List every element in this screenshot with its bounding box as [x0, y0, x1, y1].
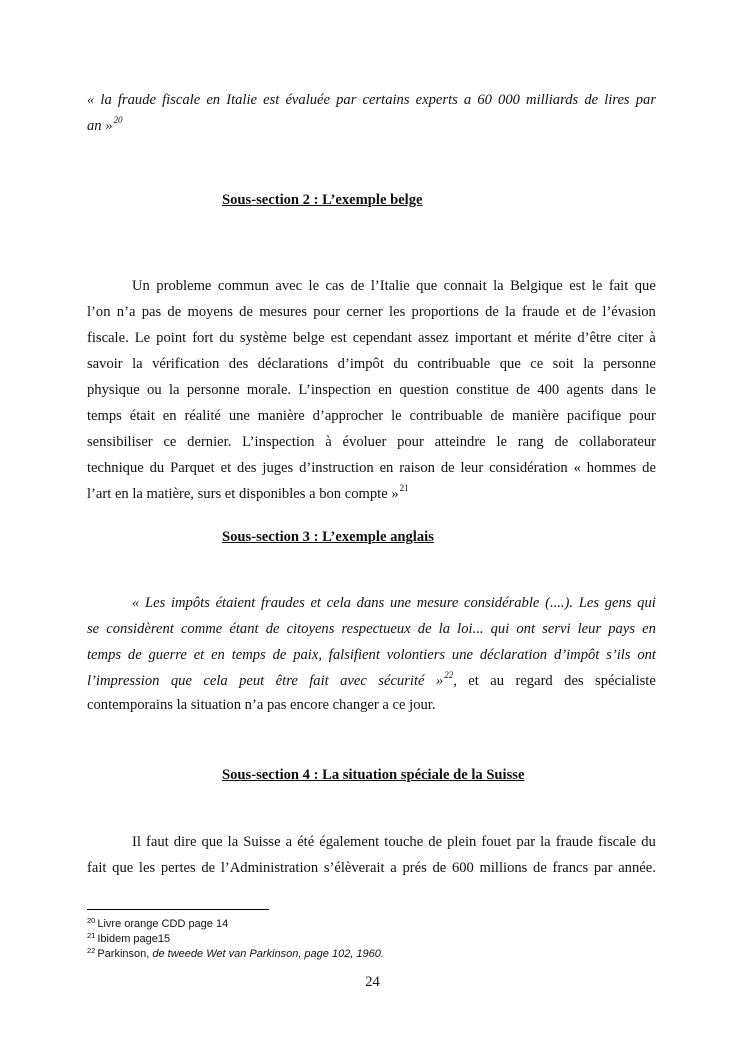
word: probleme [156, 278, 212, 294]
word: leur [577, 621, 602, 637]
word: constitue [456, 382, 509, 398]
word: respectueux [341, 621, 411, 637]
word: ou [147, 382, 162, 398]
word: des [228, 356, 249, 372]
footnote-22 [87, 948, 384, 961]
word: en [162, 408, 177, 424]
word: et [517, 330, 529, 346]
word: paix, [293, 647, 322, 663]
word: la [583, 356, 594, 372]
word: le [645, 382, 656, 398]
word: mesure [416, 595, 459, 611]
intro-quote-text: an » [87, 118, 113, 134]
page-number: 24 [365, 974, 380, 990]
word: ce [163, 434, 177, 450]
word: ce [530, 356, 544, 372]
word: les [138, 860, 156, 876]
word: qui [490, 621, 510, 637]
word: belge [292, 330, 325, 346]
word: pacifique [566, 408, 622, 424]
word: et [468, 673, 479, 689]
word: par [336, 92, 357, 108]
word: Le [134, 330, 151, 346]
word: de [554, 434, 569, 450]
word: des [564, 673, 584, 689]
word: et [193, 647, 205, 663]
word: une [451, 647, 473, 663]
word: gens [604, 595, 632, 611]
word: Il [132, 834, 141, 850]
word: (....). [545, 595, 574, 611]
footnote-22-number: 22 [87, 946, 96, 955]
word: être [275, 673, 298, 689]
word: rang [517, 434, 544, 450]
section-2-line-4 [87, 355, 656, 373]
word: 000 [498, 92, 520, 108]
word: francs [552, 860, 589, 876]
word: que [112, 860, 134, 876]
section-3-line-2 [87, 620, 656, 638]
word: fiscale [162, 92, 201, 108]
word: déclarations [257, 356, 329, 372]
word: et [220, 460, 232, 476]
word: en [642, 621, 656, 637]
word: la [100, 92, 112, 108]
word: prés [402, 860, 427, 876]
word: s’élèverait [323, 860, 385, 876]
footnote-21-number: 21 [87, 931, 96, 940]
word: de [265, 621, 280, 637]
footnote-20 [87, 918, 228, 931]
word: s’ils [606, 647, 631, 663]
word: d’être [577, 330, 612, 346]
word: fait [309, 673, 329, 689]
word: étant [229, 621, 259, 637]
footnote-21-text: Ibidem page15 [97, 933, 171, 945]
word: assez [417, 330, 449, 346]
word: fait [87, 860, 107, 876]
word: d’impôt [553, 647, 600, 663]
word: évaluée [285, 92, 331, 108]
section-2-line-9 [87, 485, 656, 504]
word: était [129, 408, 155, 424]
word: 600 [451, 860, 474, 876]
word: de [642, 460, 656, 476]
word: en [206, 92, 221, 108]
word: peut [239, 673, 265, 689]
word: commun [217, 278, 269, 294]
word: vérification [152, 356, 220, 372]
section-3-line-3 [87, 646, 656, 664]
word: guerre [148, 647, 187, 663]
word: également [319, 834, 380, 850]
word: du [641, 834, 656, 850]
word: pays [608, 621, 636, 637]
word: fait [608, 278, 629, 294]
word: Parquet [170, 460, 215, 476]
word: la [227, 834, 239, 850]
section-3-last-text: contemporains la situation n’a pas encore changer a ce jour. [87, 697, 436, 713]
section-3-line-1 [87, 594, 656, 612]
word: lires [604, 92, 630, 108]
word: spécialiste [595, 673, 656, 689]
word: L’inspection [298, 382, 371, 398]
word: la [505, 304, 516, 320]
word: pour [629, 408, 656, 424]
word: de [533, 860, 547, 876]
word: fiscale. [87, 330, 129, 346]
word: personne [603, 356, 656, 372]
word: collaborateur [579, 434, 656, 450]
word: en [211, 647, 225, 663]
word: le [591, 278, 603, 294]
word: et [565, 304, 577, 320]
word: de [516, 382, 530, 398]
word: n’a [116, 304, 136, 320]
word: hommes [586, 460, 637, 476]
word: sécurité [378, 673, 425, 689]
word: fraude [117, 92, 156, 108]
word: falsifient [328, 647, 380, 663]
word: raison [399, 460, 435, 476]
section-2-line-7 [87, 433, 656, 451]
word: au [490, 673, 505, 689]
word: 400 [537, 382, 560, 398]
section-3-heading: Sous-section 3 : L’exemple anglais [222, 529, 434, 545]
word: regard [515, 673, 553, 689]
word: mesures [259, 304, 308, 320]
word: d’instruction [299, 460, 374, 476]
word: à [649, 330, 656, 346]
word: physique [87, 382, 140, 398]
word: leur [460, 460, 484, 476]
word: par [593, 860, 613, 876]
word: fraude [555, 834, 594, 850]
word: mérite [534, 330, 572, 346]
word: cela [326, 595, 351, 611]
word: milliards [526, 92, 579, 108]
section-4-line-2 [87, 859, 656, 877]
word: ont [516, 621, 536, 637]
word: l’Administration [220, 860, 319, 876]
word: les [389, 304, 406, 320]
word: d’impôt [337, 356, 384, 372]
word: volontiers [386, 647, 446, 663]
word: pour [397, 434, 424, 450]
word: fort [192, 330, 214, 346]
word: contribuable [409, 408, 483, 424]
word: point [156, 330, 187, 346]
word: moyens [187, 304, 233, 320]
section-2-line-6 [87, 407, 656, 425]
word: »$^{22}$, [435, 670, 457, 689]
word: temps [87, 408, 122, 424]
word: de [239, 304, 253, 320]
word: manière [257, 408, 305, 424]
word: la [493, 278, 504, 294]
word: Un [132, 278, 150, 294]
section-2-line-2 [87, 303, 656, 321]
word: évoluer [342, 434, 387, 450]
word: morale. [246, 382, 292, 398]
word: contribuable [417, 356, 491, 372]
word: considérable [464, 595, 540, 611]
word: de [490, 408, 505, 424]
word: est [569, 278, 586, 294]
word: le [308, 278, 320, 294]
word: plein [447, 834, 477, 850]
word: étaient [215, 595, 256, 611]
word: le [391, 408, 402, 424]
word: de [201, 860, 216, 876]
section-2-line-5 [87, 381, 656, 399]
word: se [87, 621, 100, 637]
word: atteindre [434, 434, 486, 450]
word: comme [180, 621, 223, 637]
word: de [582, 304, 597, 320]
word: de [432, 860, 447, 876]
word: servi [542, 621, 571, 637]
word: millions [479, 860, 528, 876]
word: fraude [521, 304, 560, 320]
word: pour [313, 304, 341, 320]
word: la [438, 621, 451, 637]
word: temps [87, 647, 122, 663]
word: de [350, 278, 365, 294]
section-3-line-4 [87, 672, 656, 691]
section-4-line-1 [87, 833, 656, 851]
word: dans [611, 382, 638, 398]
word: technique [87, 460, 144, 476]
word: personne [186, 382, 240, 398]
word: une [389, 595, 412, 611]
word: 60 [477, 92, 492, 108]
word: été [297, 834, 315, 850]
word: temps [231, 647, 266, 663]
word: sensibiliser [87, 434, 153, 450]
word: « [132, 595, 140, 611]
word: année. [618, 860, 656, 876]
word: l’on [87, 304, 111, 320]
word: « [87, 92, 95, 108]
punct: , [453, 673, 457, 689]
word: qui [637, 595, 656, 611]
word: touche [384, 834, 424, 850]
word: citoyens [286, 621, 335, 637]
word: de [417, 621, 432, 637]
word: agents [566, 382, 604, 398]
intro-quote-line-1 [87, 91, 656, 109]
word: que [201, 834, 223, 850]
word: déclaration [479, 647, 548, 663]
word: considèrent [106, 621, 174, 637]
word: d’approcher [312, 408, 384, 424]
footnote-20-text: Livre orange CDD page 14 [97, 918, 229, 930]
word: l’évasion [602, 304, 656, 320]
word: le [496, 434, 507, 450]
word: des [237, 460, 257, 476]
section-2-last-text: l’art en la matière, surs et disponibles a bon compte » [87, 486, 399, 502]
word: par [516, 834, 536, 850]
word: juges [262, 460, 294, 476]
section-2-line-8 [87, 459, 656, 477]
footnote-separator [87, 909, 269, 910]
word: que [634, 278, 656, 294]
word: l’Italie [370, 278, 410, 294]
word: est [330, 330, 347, 346]
word: savoir [87, 356, 123, 372]
footnote-22-author: Parkinson, [97, 948, 153, 960]
word: proportions [411, 304, 479, 320]
word: ont [637, 647, 656, 663]
word: réalité [184, 408, 221, 424]
word: impôts [170, 595, 210, 611]
word: loi... [457, 621, 484, 637]
word: du [393, 356, 408, 372]
word: citer [617, 330, 644, 346]
word: Belgique [510, 278, 563, 294]
word: dans [356, 595, 385, 611]
word: avec [275, 278, 303, 294]
word: cela [203, 673, 228, 689]
word: faut [145, 834, 169, 850]
section-2-line-1 [87, 277, 656, 295]
word: Italie [226, 92, 258, 108]
word: dernier. [187, 434, 232, 450]
word: question [399, 382, 449, 398]
footnote-ref-21: 21 [399, 483, 409, 493]
word: a [285, 834, 293, 850]
word: est [263, 92, 280, 108]
word: pertes [160, 860, 196, 876]
word: de [485, 304, 499, 320]
footnote-ref-20: 20 [113, 115, 123, 125]
word: connait [443, 278, 487, 294]
word: Les [144, 595, 166, 611]
word: et [310, 595, 321, 611]
word: « [573, 460, 581, 476]
word: de [127, 647, 142, 663]
word: que [170, 673, 192, 689]
word: de [272, 647, 287, 663]
word: fouet [481, 834, 512, 850]
word: considération [489, 460, 568, 476]
word: L’inspection [242, 434, 315, 450]
footnote-20-number: 20 [87, 916, 96, 925]
word: a [390, 860, 397, 876]
word: une [228, 408, 250, 424]
word: la [540, 834, 551, 850]
word: cependant [352, 330, 412, 346]
word: à [325, 434, 332, 450]
word: fiscale [598, 834, 637, 850]
word: certains [362, 92, 410, 108]
word: a [463, 92, 472, 108]
word: par [635, 92, 656, 108]
section-2-line-3 [87, 329, 656, 347]
intro-quote-line-2 [87, 117, 656, 136]
word: système [239, 330, 287, 346]
section-3-line-5 [87, 696, 656, 714]
word: soit [552, 356, 574, 372]
word: important [454, 330, 512, 346]
word: de [428, 834, 443, 850]
section-4-heading: Sous-section 4 : La situation spéciale de la Suisse [222, 767, 525, 783]
word: que [416, 278, 438, 294]
word: dire [173, 834, 197, 850]
word: avec [340, 673, 367, 689]
word: de [440, 460, 455, 476]
word: l’impression [87, 673, 160, 689]
word: de [167, 304, 182, 320]
word: cerner [346, 304, 383, 320]
word: cas [325, 278, 345, 294]
word: fraudes [260, 595, 305, 611]
section-2-heading: Sous-section 2 : L’exemple belge [222, 192, 423, 208]
word: que [499, 356, 521, 372]
footnote-22-title: de tweede Wet van Parkinson, page 102, 1960. [152, 948, 384, 960]
footnote-ref-22: 22 [444, 670, 454, 680]
word: la [168, 382, 180, 398]
word: en [378, 382, 392, 398]
word: Les [578, 595, 600, 611]
word: manière [512, 408, 560, 424]
word: en [379, 460, 394, 476]
word: la [132, 356, 143, 372]
word: experts [415, 92, 458, 108]
word: de [584, 92, 599, 108]
word: du [219, 330, 234, 346]
word: pas [141, 304, 162, 320]
footnote-21 [87, 933, 170, 946]
word: du [149, 460, 165, 476]
word: Suisse [243, 834, 281, 850]
